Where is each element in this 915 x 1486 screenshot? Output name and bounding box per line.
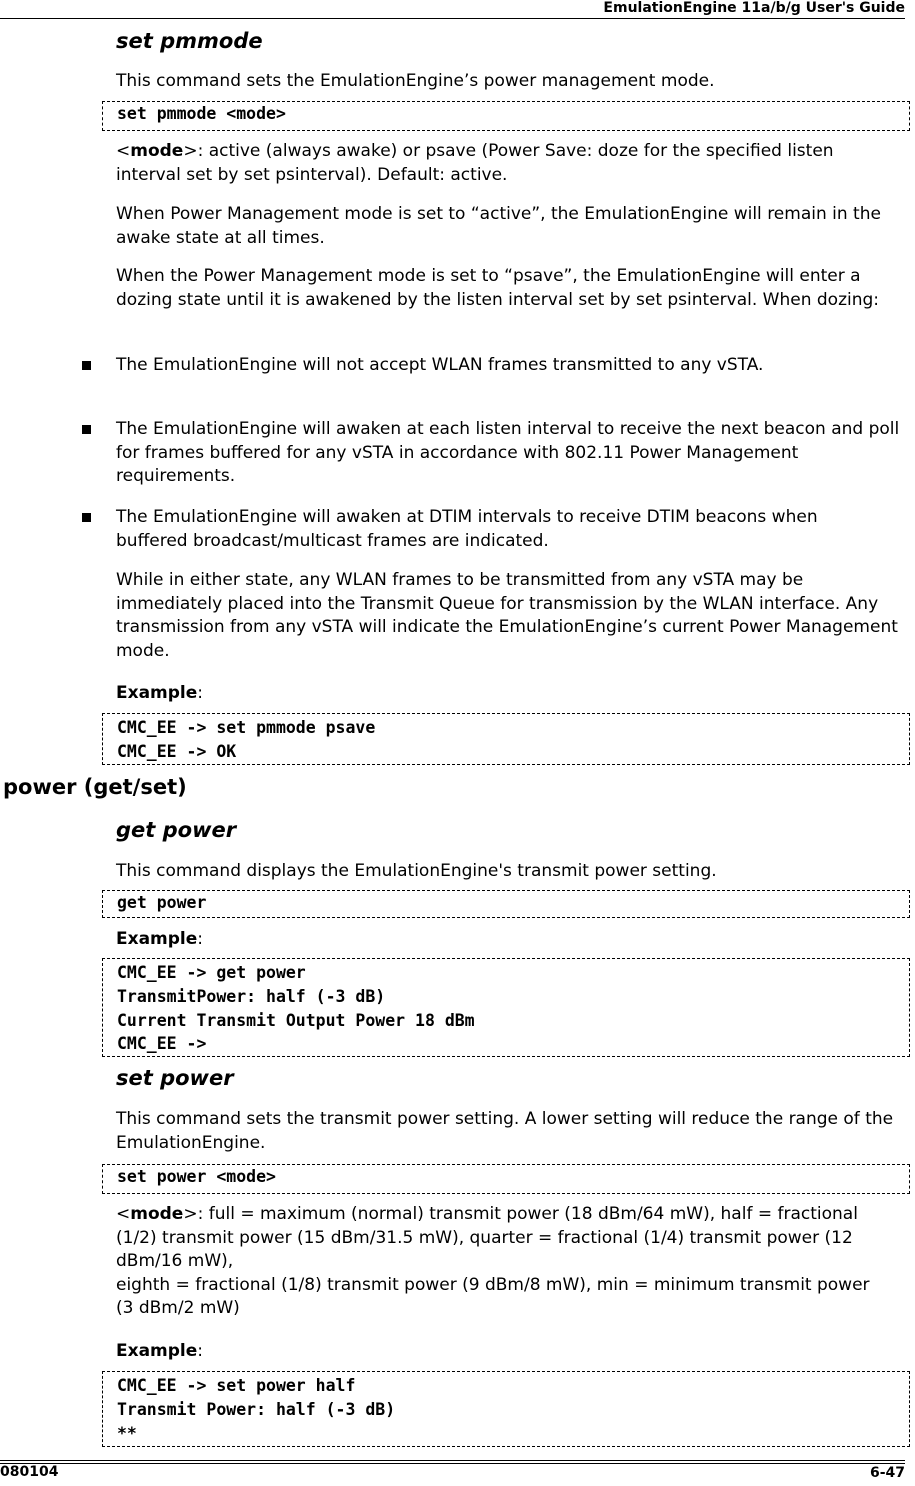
get-power-desc: This command displays the EmulationEngine's transmit power setting.: [116, 861, 717, 881]
mode-param-text: >: active (always awake) or psave (Power Save: doze for the specified listen interval set by set psinterval). Default: active.: [116, 141, 834, 185]
code-line: Current Transmit Output Power 18 dBm: [117, 1010, 475, 1030]
code-line: **: [117, 1423, 137, 1443]
mode-param-text-2: eighth = fractional (1/8) transmit power (9 dBm/8 mW), min = minimum transmit power (3 dBm/2 mW): [116, 1274, 870, 1318]
set-power-syntax-box: [102, 1164, 910, 1194]
get-power-heading: get power: [116, 818, 237, 842]
para-either: While in either state, any WLAN frames to be transmitted from any vSTA may be immediately placed into the Transmit Queue for transmission by the WLAN interface. Any transmission from any vSTA will indicate the EmulationEngine’s current Power Management mode.: [116, 570, 898, 661]
code-line: CMC_EE -> set pmmode psave: [117, 718, 376, 737]
bullet-icon: [82, 513, 91, 522]
code-line: CMC_EE -> get power: [117, 963, 306, 982]
code-line: CMC_EE ->: [117, 1034, 207, 1054]
page-footer: [0, 1460, 905, 1480]
power-section-title: power (get/set): [3, 775, 187, 799]
mode-param-text: >: full = maximum (normal) transmit power (18 dBm/64 mW), half = fractional (1/2) transmit power (15 dBm/31.5 mW), quarter = fractional (1/4) transmit power (12 dBm/16 mW),: [116, 1204, 858, 1271]
para-active: When Power Management mode is set to “active”, the EmulationEngine will remain in the awake state at all times.: [116, 204, 881, 248]
code-line: set power <mode>: [117, 1167, 276, 1186]
set-power-desc: This command sets the transmit power setting. A lower setting will reduce the range of the EmulationEngine.: [116, 1109, 894, 1153]
bullet-icon: [82, 425, 91, 434]
bullet-icon: [82, 361, 91, 370]
code-line: TransmitPower: half (-3 dB): [117, 986, 386, 1006]
set-pmmode-heading: set pmmode: [116, 29, 263, 53]
power-mode-desc: <mode>: full = maximum (normal) transmit power (18 dBm/64 mW), half = fractional (1/2) transmit power (15 dBm/31.5 mW), quarter = fractional (1/4) transmit power (12 dBm/16 mW), eighth = fractional (1/8) transmit power (9 dBm/8 mW), min = minimum transmit power (3 dBm/2 mW): [116, 1204, 870, 1318]
pmmode-example-box: [102, 713, 910, 765]
set-power-example-box: [102, 1371, 910, 1447]
example-label: Example:: [116, 929, 204, 949]
set-power-heading: set power: [116, 1066, 234, 1090]
code-line: CMC_EE -> set power half: [117, 1376, 356, 1395]
bullet-item: The EmulationEngine will awaken at each listen interval to receive the next beacon and poll for frames buffered for any vSTA in accordance with 802.11 Power Management requirements.: [116, 419, 900, 486]
set-pmmode-desc: This command sets the EmulationEngine’s power management mode.: [116, 71, 715, 91]
doc-number: 080104: [0, 1464, 59, 1480]
get-power-example-box: [102, 958, 910, 1057]
example-label: Example:: [116, 683, 204, 703]
set-pmmode-syntax-box: [102, 101, 910, 131]
bullet-item: The EmulationEngine will not accept WLAN frames transmitted to any vSTA.: [116, 355, 764, 375]
code-line: Transmit Power: half (-3 dB): [117, 1399, 396, 1419]
code-line: get power: [117, 893, 207, 912]
pmmode-mode-desc: <mode>: active (always awake) or psave (Power Save: doze for the specified listen interval set by set psinterval). Default: active.: [116, 141, 834, 185]
header-title: EmulationEngine 11a/b/g User's Guide: [603, 0, 905, 16]
page-header: [0, 0, 905, 19]
code-line: CMC_EE -> OK: [117, 741, 237, 761]
bullet-item: The EmulationEngine will awaken at DTIM intervals to receive DTIM beacons when buffered broadcast/multicast frames are indicated.: [116, 507, 818, 551]
example-label: Example:: [116, 1341, 204, 1361]
para-psave: When the Power Management mode is set to “psave”, the EmulationEngine will enter a dozing state until it is awakened by the listen interval set by set psinterval. When dozing:: [116, 266, 880, 310]
page-number: 6-47: [869, 1465, 905, 1481]
mode-param: mode: [130, 1204, 184, 1224]
mode-param: mode: [130, 141, 184, 161]
code-line: set pmmode <mode>: [117, 104, 286, 123]
get-power-syntax-box: [102, 890, 910, 918]
